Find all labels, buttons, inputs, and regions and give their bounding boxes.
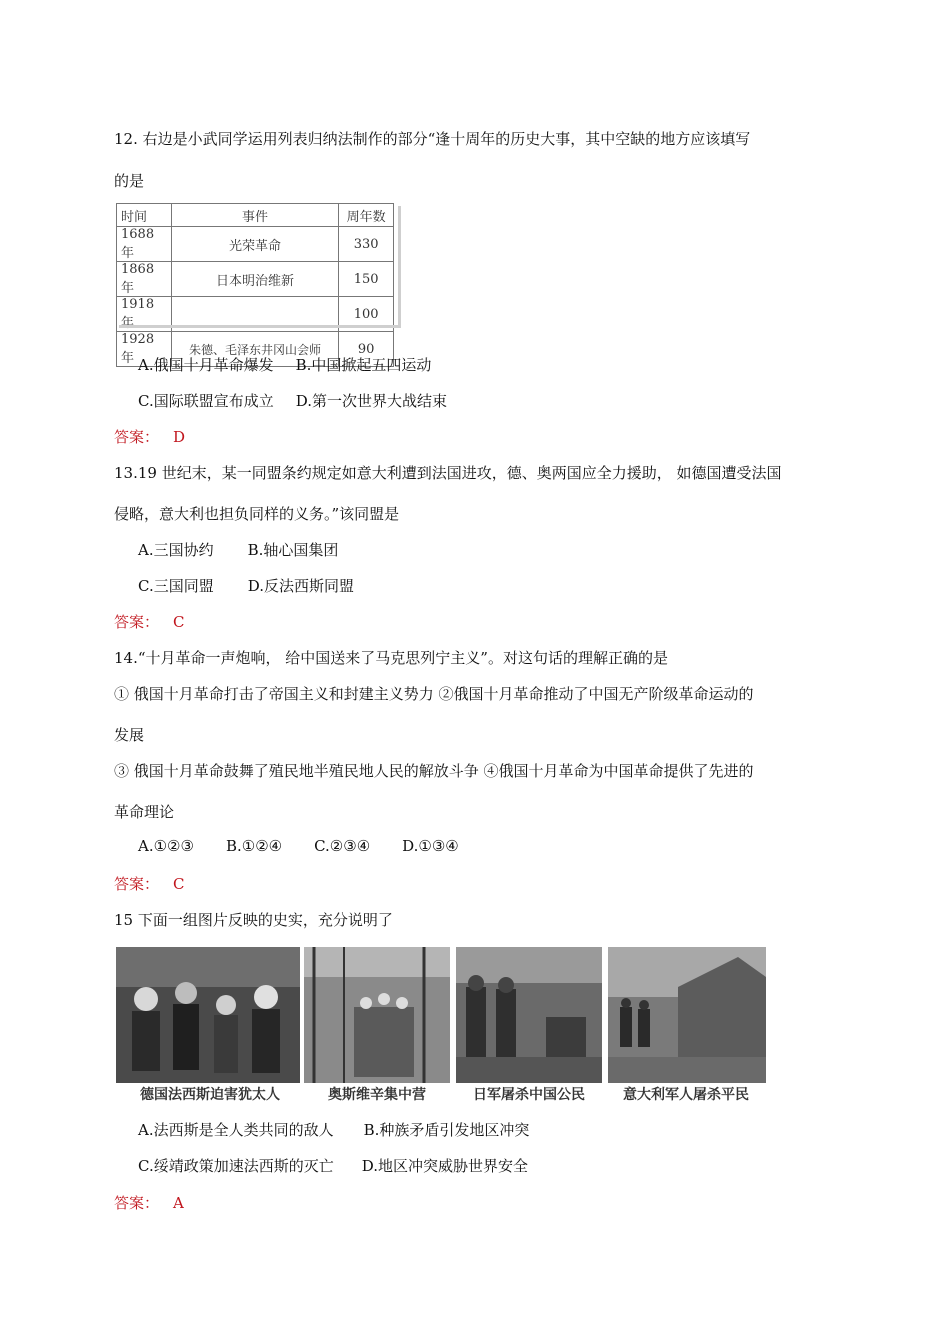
- photo-auschwitz-camp: [304, 947, 450, 1083]
- photo-persecution-of-jews: [116, 947, 300, 1083]
- photo-caption-4: 意大利军人屠杀平民: [623, 1087, 749, 1103]
- answer-label: 答案：: [114, 1194, 160, 1212]
- table-row: [117, 262, 394, 297]
- table-cell: 100: [339, 297, 394, 332]
- q15-options-row1: [138, 1119, 529, 1140]
- table-header-cell: 时间: [117, 204, 172, 227]
- answer-label: 答案：: [114, 428, 160, 446]
- q14-statement-line3: ③ 俄国十月革命鼓舞了殖民地半殖民地人民的解放斗争 ④俄国十月革命为中国革命提供了先进的: [114, 762, 754, 780]
- photo-caption-2: 奥斯维辛集中营: [328, 1087, 426, 1103]
- table-cell: 1928 年: [117, 332, 172, 367]
- q14-stem-line1: 14.“十月革命一声炮响， 给中国送来了马克思列宁主义”。对这句话的理解正确的是: [114, 649, 668, 667]
- q15-option-b[interactable]: B.种族矛盾引发地区冲突: [363, 1121, 530, 1139]
- table-cell: 日本明治维新: [171, 262, 338, 297]
- q14-option-c[interactable]: C.②③④: [314, 837, 371, 855]
- q12-options-row2: [138, 390, 447, 411]
- q12-stem-line1: 12. 右边是小武同学运用列表归纳法制作的部分“逢十周年的历史大事，其中空缺的地方应该填写: [114, 130, 751, 148]
- q12-options-row1: [138, 354, 431, 375]
- table-cell: 330: [339, 227, 394, 262]
- q14-option-d[interactable]: D.①③④: [402, 837, 459, 855]
- table-header-row: [117, 204, 394, 227]
- table-row: [117, 297, 394, 332]
- table-cell: 1868 年: [117, 262, 172, 297]
- q15-options-row2: [138, 1155, 528, 1176]
- photo-caption-1: 德国法西斯迫害犹太人: [140, 1087, 280, 1103]
- q15-answer: [114, 1192, 184, 1213]
- q13-option-a[interactable]: A.三国协约: [138, 541, 214, 559]
- photo-italian-soldiers-killing-civilians: [608, 947, 766, 1083]
- table-header-cell: 周年数: [339, 204, 394, 227]
- q12-answer: [114, 426, 185, 447]
- q12-stem-line2: 的是: [114, 172, 145, 190]
- table-cell-blank: [171, 297, 338, 332]
- q14-options-row: [138, 837, 459, 855]
- answer-value: C: [173, 613, 185, 631]
- table-cell: 1688 年: [117, 227, 172, 262]
- table-header-cell: 事件: [171, 204, 338, 227]
- q14-statement-line4: 革命理论: [114, 803, 175, 821]
- q15-option-c[interactable]: C.绥靖政策加速法西斯的灭亡: [138, 1157, 334, 1175]
- q12-event-table: [116, 203, 394, 367]
- table-cell: 90: [339, 332, 394, 367]
- q13-stem-line2: 侵略，意大利也担负同样的义务。”该同盟是: [114, 505, 400, 523]
- q12-option-c[interactable]: C.国际联盟宣布成立: [138, 392, 274, 410]
- answer-value: A: [173, 1194, 184, 1212]
- photo-massacre-of-chinese: [456, 947, 602, 1083]
- q15-stem-line1: 15 下面一组图片反映的史实，充分说明了: [114, 911, 393, 929]
- q13-option-b[interactable]: B.轴心国集团: [247, 541, 339, 559]
- q13-options-row2: [138, 575, 354, 596]
- q14-option-b[interactable]: B.①②④: [225, 837, 283, 855]
- q12-option-b[interactable]: B.中国掀起五四运动: [295, 356, 432, 374]
- photo-caption-3: 日军屠杀中国公民: [473, 1087, 585, 1103]
- table-cell: 150: [339, 262, 394, 297]
- q13-answer: [114, 611, 185, 632]
- q14-statement-line1: ① 俄国十月革命打击了帝国主义和封建主义势力 ②俄国十月革命推动了中国无产阶级革命运动的: [114, 685, 754, 703]
- q15-option-a[interactable]: A.法西斯是全人类共同的敌人: [138, 1121, 334, 1139]
- table-cell: 1918 年: [117, 297, 172, 332]
- q15-option-d[interactable]: D.地区冲突威胁世界安全: [361, 1157, 528, 1175]
- q13-option-c[interactable]: C.三国同盟: [138, 577, 214, 595]
- q14-option-a[interactable]: A.①②③: [138, 837, 194, 855]
- table-row: [117, 227, 394, 262]
- q12-option-a[interactable]: A.俄国十月革命爆发: [138, 356, 274, 374]
- answer-value: D: [173, 428, 186, 446]
- table-cell: 光荣革命: [171, 227, 338, 262]
- answer-label: 答案：: [114, 875, 160, 893]
- q12-option-d[interactable]: D.第一次世界大战结束: [295, 392, 447, 410]
- q14-statement-line2: 发展: [114, 726, 145, 744]
- answer-value: C: [173, 875, 185, 893]
- table-cell: 朱德、毛泽东井冈山会师: [171, 332, 338, 367]
- q13-option-d[interactable]: D.反法西斯同盟: [247, 577, 354, 595]
- answer-label: 答案：: [114, 613, 160, 631]
- q13-stem-line1: 13.19 世纪末，某一同盟条约规定如意大利遭到法国进攻，德、奥两国应全力援助， 如德国遭受法国: [114, 464, 782, 482]
- q14-answer: [114, 873, 185, 894]
- q13-options-row1: [138, 539, 338, 560]
